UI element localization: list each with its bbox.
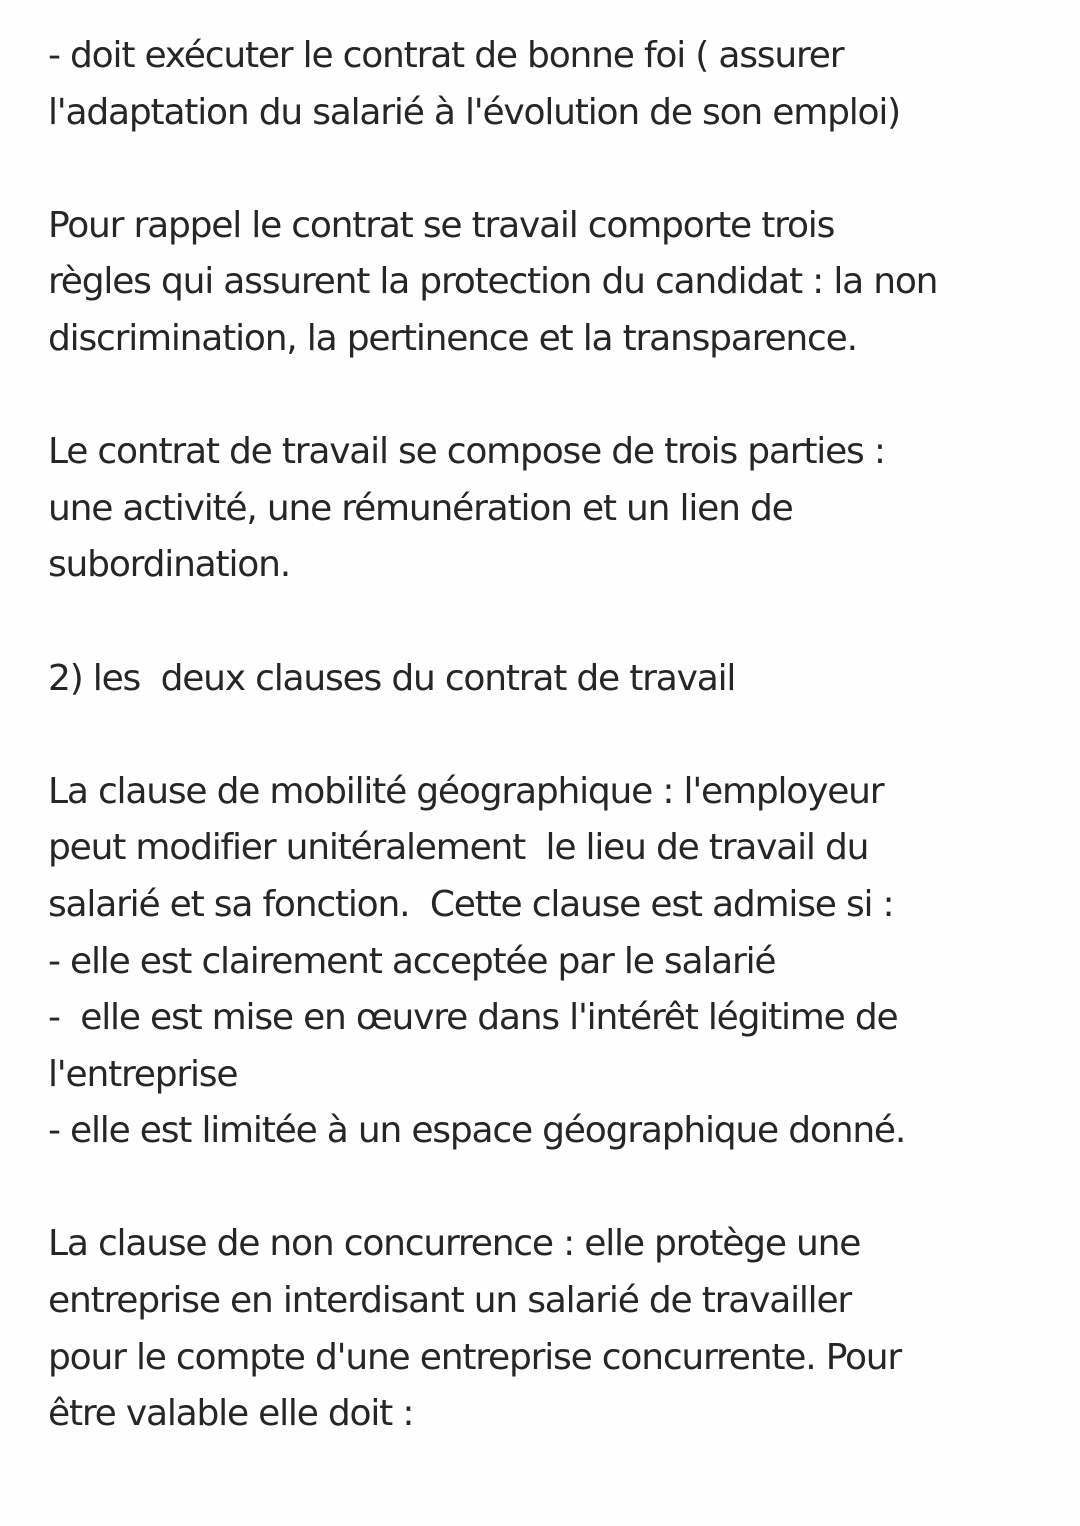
text-line: règles qui assurent la protection du candidat : la non: [48, 261, 938, 303]
list-item: - elle est limitée à un espace géographique donné.: [48, 1110, 906, 1152]
text-line: subordination.: [48, 544, 290, 586]
paragraph-rappel-regles: [48, 198, 1058, 368]
list-item: - elle est clairement acceptée par le salarié: [48, 940, 776, 982]
document-body: [48, 28, 1058, 1443]
text-line: - doit exécuter le contrat de bonne foi ( assurer: [48, 35, 844, 76]
text-line: La clause de non concurrence : elle protège une: [48, 1223, 861, 1265]
paragraph-spacer: [48, 1160, 1058, 1217]
text-line: l'adaptation du salarié à l'évolution de son emploi): [48, 91, 901, 133]
paragraph-composition-contrat: [48, 424, 1058, 594]
text-line: salarié et sa fonction. Cette clause est admise si :: [48, 883, 894, 925]
text-line: La clause de mobilité géographique : l'employeur: [48, 770, 884, 812]
text-line: être valable elle doit :: [48, 1393, 414, 1435]
text-line: Pour rappel le contrat se travail comporte trois: [48, 204, 835, 246]
text-line: une activité, une rémunération et un lien de: [48, 487, 793, 529]
paragraph-spacer: [48, 594, 1058, 651]
text-line: peut modifier unitéralement le lieu de travail du: [48, 827, 869, 869]
text-line: discrimination, la pertinence et la transparence.: [48, 317, 857, 359]
text-line: entreprise en interdisant un salarié de travailler: [48, 1280, 852, 1322]
list-item: - elle est mise en œuvre dans l'intérêt légitime de: [48, 997, 898, 1039]
heading-text: 2) les deux clauses du contrat de travail: [48, 657, 736, 699]
paragraph-clause-non-concurrence: [48, 1216, 1058, 1442]
text-line: Le contrat de travail se compose de trois parties :: [48, 431, 885, 473]
list-item-continuation: l'entreprise: [48, 1053, 238, 1095]
paragraph-clause-mobilite: [48, 764, 1058, 1160]
paragraph-obligation-bonne-foi: [48, 28, 1058, 141]
paragraph-spacer: [48, 368, 1058, 425]
section-heading: [48, 651, 1058, 708]
text-line: pour le compte d'une entreprise concurrente. Pour: [48, 1336, 901, 1378]
paragraph-spacer: [48, 707, 1058, 764]
paragraph-spacer: [48, 141, 1058, 198]
